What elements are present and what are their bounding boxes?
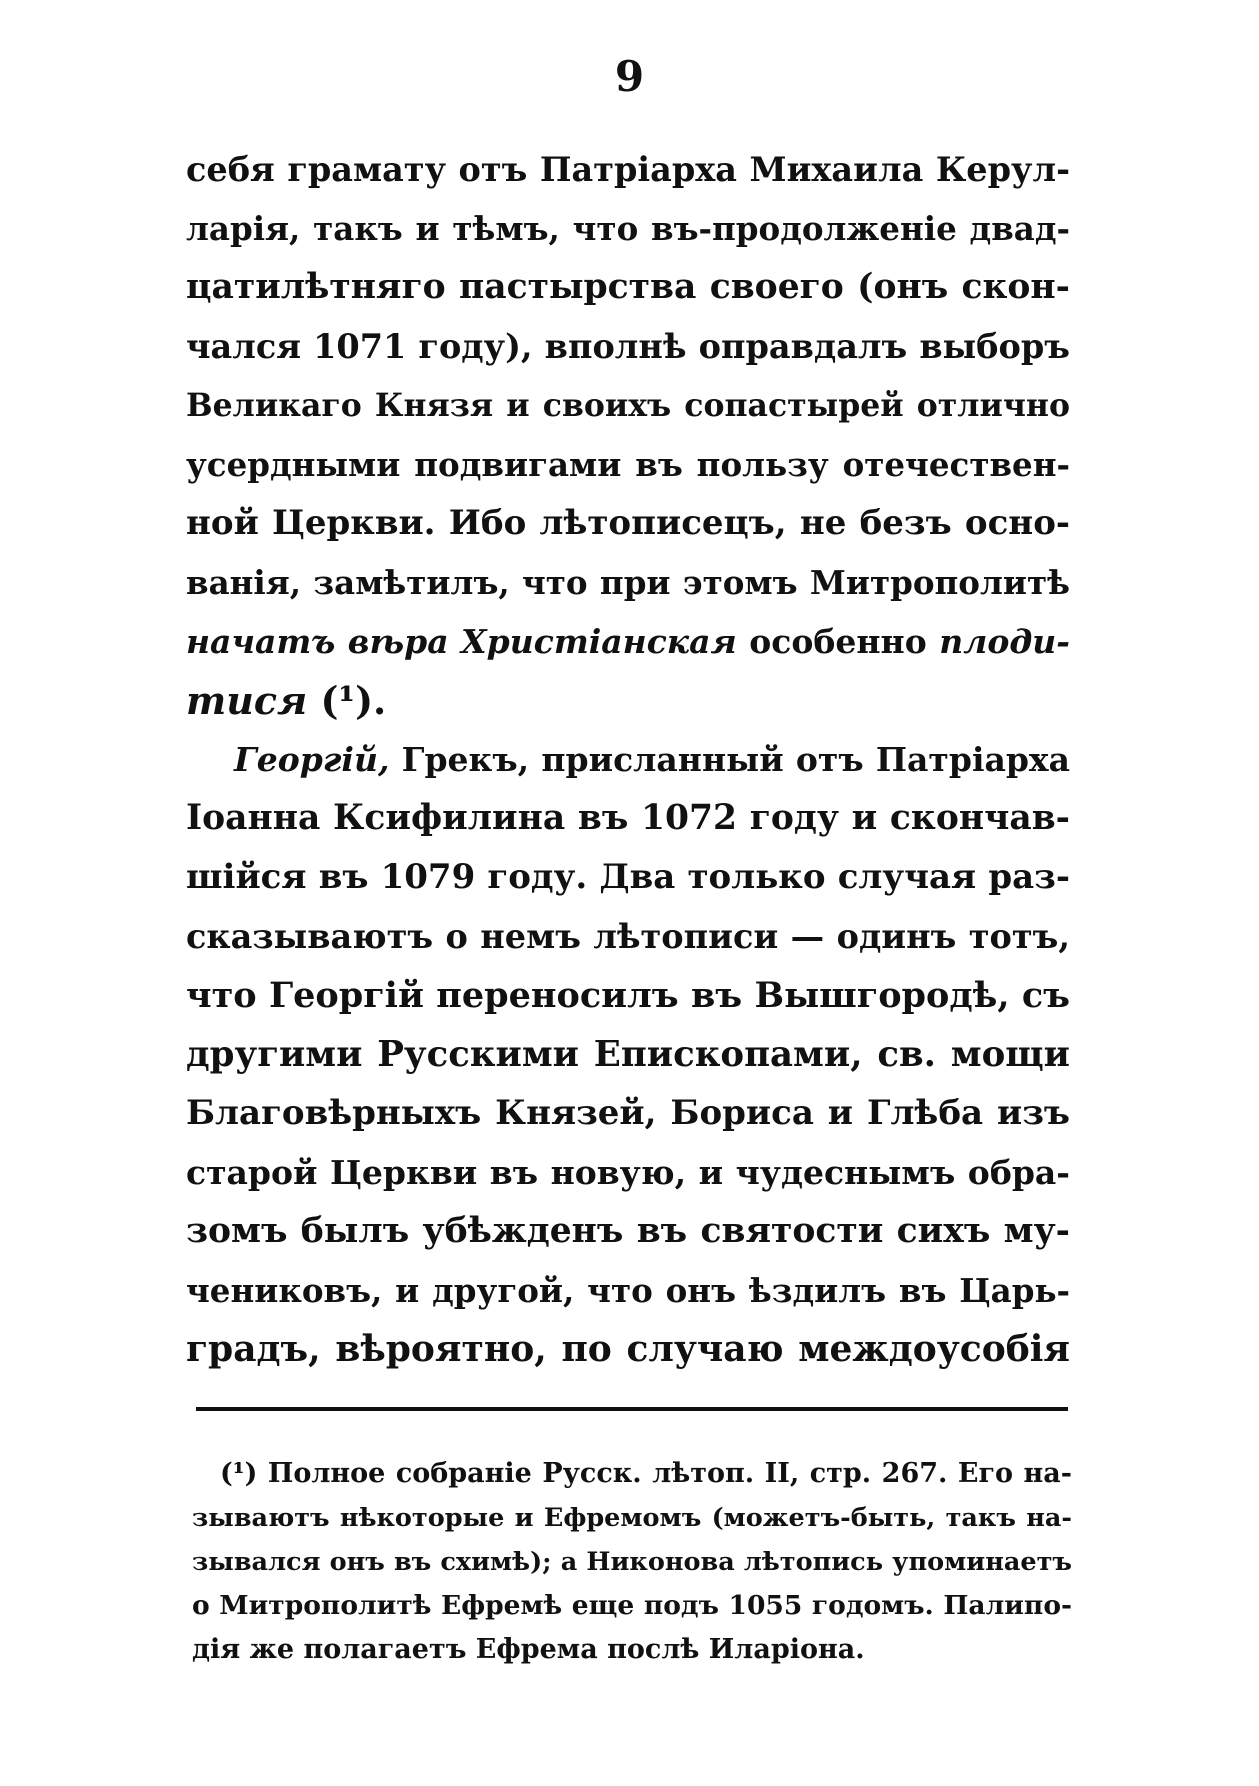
text-line: чениковъ, и другой, что онъ ѣздилъ въ Царь- xyxy=(186,1271,1070,1310)
italic-phrase: начатъ вѣра Христіанская xyxy=(186,622,737,661)
text-line xyxy=(186,730,1070,789)
italic-name: Георгій, xyxy=(234,740,390,779)
footnote-line: о Митрополитѣ Ефремѣ еще подъ 1055 годомъ. Палипо- xyxy=(192,1590,1072,1621)
text-line: ной Церкви. Ибо лѣтописецъ, не безъ осно- xyxy=(186,503,1070,543)
text-line: Іоанна Ксифилина въ 1072 году и скончав- xyxy=(186,798,1070,838)
text-line: усердными подвигами въ пользу отечествен- xyxy=(186,445,1070,484)
footnote-divider xyxy=(196,1407,1068,1411)
italic-phrase: тися xyxy=(186,678,308,723)
text-line xyxy=(186,612,1070,671)
text-line: ванія, замѣтилъ, что при этомъ Митрополитѣ xyxy=(186,563,1070,602)
text-span: особенно xyxy=(736,622,940,661)
text-line: ларія, такъ и тѣмъ, что въ-продолженіе двад- xyxy=(186,209,1070,248)
page-number: 9 xyxy=(614,52,645,101)
text-line: сказываютъ о немъ лѣтописи — одинъ тотъ, xyxy=(186,917,1070,956)
text-line: себя грамату отъ Патріарха Михаила Керул- xyxy=(186,150,1070,189)
text-line: старой Церкви въ новую, и чудеснымъ обра- xyxy=(186,1153,1070,1192)
footnote-line: дія же полагаетъ Ефрема послѣ Иларіона. xyxy=(192,1634,865,1665)
text-span: Грекъ, присланный отъ Патріарха xyxy=(389,740,1070,779)
main-text xyxy=(186,140,1070,1379)
text-line: Благовѣрныхъ Князей, Бориса и Глѣба изъ xyxy=(186,1093,1070,1133)
text-line: что Георгій переносилъ въ Вышгородѣ, съ xyxy=(186,975,1070,1016)
text-line: цатилѣтняго пастырства своего (онъ скон- xyxy=(186,267,1070,307)
text-line: Великаго Князя и своихъ сопастырей отлично xyxy=(186,387,1070,424)
footnote-reference: (¹). xyxy=(307,678,387,723)
text-line: зомъ былъ убѣжденъ въ святости сихъ му- xyxy=(186,1211,1070,1251)
footnote xyxy=(192,1452,1072,1672)
text-line: чался 1071 году), вполнѣ оправдалъ выборъ xyxy=(186,327,1070,366)
italic-phrase: плоди- xyxy=(939,622,1070,661)
footnote-line: (¹) Полное собраніе Русск. лѣтоп. II, стр. 267. Его на- xyxy=(220,1458,1072,1489)
text-line: другими Русскими Епископами, св. мощи xyxy=(186,1034,1070,1075)
text-line xyxy=(186,671,1070,730)
text-line: шійся въ 1079 году. Два только случая раз- xyxy=(186,857,1070,897)
footnote-line: зываютъ нѣкоторые и Ефремомъ (можетъ-быть, такъ на- xyxy=(192,1503,1072,1533)
text-line: градъ, вѣроятно, по случаю междоусобія xyxy=(186,1328,1070,1370)
footnote-line: зывался онъ въ схимѣ); а Никонова лѣтопись упоминаетъ xyxy=(192,1547,1072,1577)
